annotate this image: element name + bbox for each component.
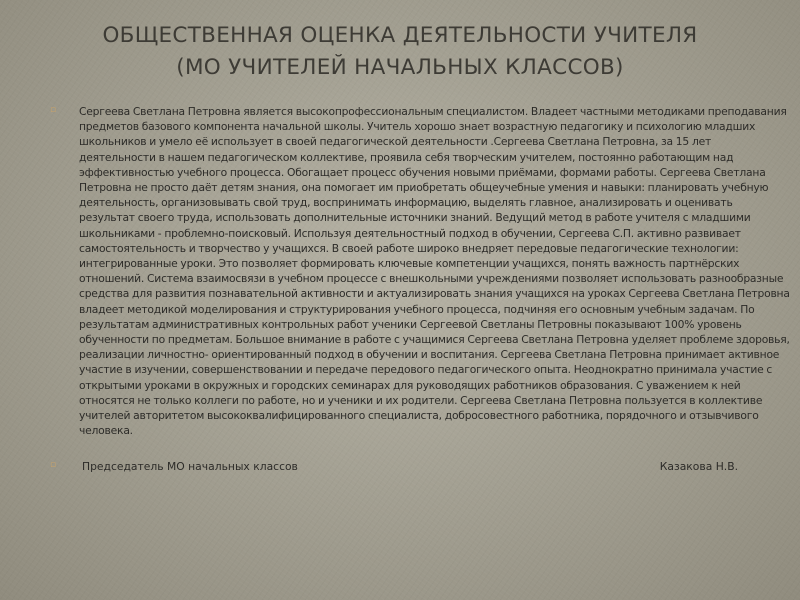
signature-name: Казакова Н.В. bbox=[659, 460, 738, 474]
body-paragraph: Сергеева Светлана Петровна является высокопрофессиональным специалистом. Владеет частными методиками преподавания предметов базового компонента начальной школы. Учитель хорошо знает возрастную педагогику и психологию младших школьников и умело её использует в своей педагогической деятельности .Сергеева Светлана Петровна, за 15 лет деятельности в нашем педагогическом коллективе, проявила себя творческим учителем, постоянно работающим над эффективностью учебного процесса. Обогащает процесс обучения новыми приёмами, формами работы. Сергеева Светлана Петровна не просто даёт детям знания, она помогает им приобретать общеучебные умения и навыки: планировать учебную деятельность, организовывать свой труд, воспринимать информацию, выделять главное, анализировать и оценивать результат своего труда, использовать дополнительные источники знаний. Ведущий метод в работе учителя с младшими школьниками - проблемно-поисковый. Используя деятельностный подход в обучении, Сергеева С.П. активно развивает самостоятельность и творчество у учащихся. В своей работе широко внедряет передовые педагогические технологии: интегрированные уроки. Это позволяет формировать ключевые компетенции учащихся, понять важность партнёрских отношений. Система взаимосвязи в учебном процессе с внешкольными учреждениями позволяет использовать разнообразные средства для развития познавательной активности и актуализировать знания учащихся на уроках Сергеева Светлана Петровна владеет методикой моделирования и структурирования учебного процесса, подчиняя его основным учебным задачам. По результатам административных контрольных работ ученики Сергеевой Светланы Петровны показывают 100% уровень обученности по предметам. Большое внимание в работе с учащимися Сергеева Светлана Петровна уделяет проблеме здоровья, реализации личностно- ориентированный подход в обучении и воспитания. Сергеева Светлана Петровна принимает активное участие в изучении, совершенствовании и передаче передового педагогического опыта. Неоднократно принимала участие с открытыми уроками в окружных и городских семинарах для руководящих работников образования. С уважением к ней относятся не только коллеги по работе, но и ученики и их родители. Сергеева Светлана Петровна пользуется в коллективе учителей авторитетом высококвалифицированного специалиста, добросовестного работника, порядочного и отзывчивого человека. bbox=[79, 105, 790, 438]
bullet-icon: ▫ bbox=[50, 105, 57, 115]
slide-title bbox=[20, 20, 780, 84]
body-bullet bbox=[50, 104, 790, 438]
signature-role: Председатель МО начальных классов bbox=[82, 460, 298, 474]
signature-bullet bbox=[50, 459, 790, 474]
slide-content bbox=[50, 104, 790, 474]
signature-row bbox=[79, 459, 738, 474]
slide-title-line-1: ОБЩЕСТВЕННАЯ ОЦЕНКА ДЕЯТЕЛЬНОСТИ УЧИТЕЛЯ bbox=[102, 23, 698, 49]
bullet-icon: ▫ bbox=[50, 460, 57, 471]
slide-title-line-2: (МО УЧИТЕЛЕЙ НАЧАЛЬНЫХ КЛАССОВ) bbox=[176, 55, 624, 81]
